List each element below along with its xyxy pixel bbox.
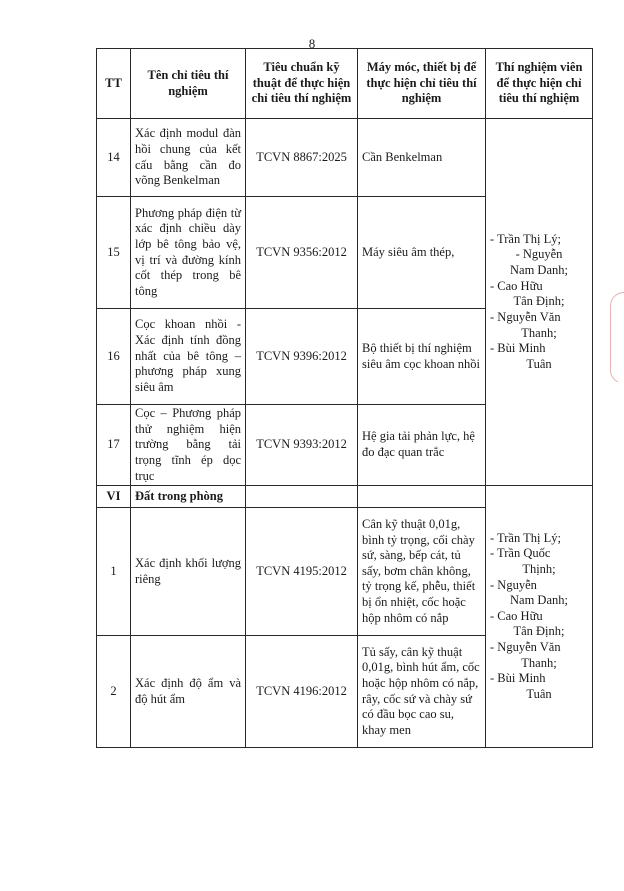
row-test-name: Xác định khối lượng riêng (131, 508, 246, 636)
row-test-name: Phương pháp điện từ xác định chiều dày lớp bê tông bảo vệ, vị trí và đường kính cốt thép trong bê tông (131, 197, 246, 309)
row-equipment: Hệ gia tải phản lực, hệ đo đạc quan trắc (358, 405, 486, 486)
row-test-name: Cọc khoan nhồi - Xác định tính đồng nhất của bê tông –phương pháp xung siêu âm (131, 309, 246, 405)
header-equipment: Máy móc, thiết bị để thực hiện chỉ tiêu thí nghiệm (358, 49, 486, 119)
staff-line: - Cao Hữu (490, 278, 543, 293)
row-equipment: Cần Benkelman (358, 119, 486, 197)
staff-line: - Nguyễn Văn (490, 309, 561, 324)
staff-line: - Nguyễn (515, 247, 563, 262)
group-name: Đất trong phòng (131, 486, 246, 508)
staff-line: - Trần Thị Lý; (490, 530, 561, 545)
row-tt: 14 (97, 119, 131, 197)
staff-line: Thanh; (521, 325, 557, 340)
row-equipment: Tủ sấy, cân kỹ thuật 0,01g, bình hút ẩm, cốc hoặc hộp nhôm có nắp, rây, cốc sứ và chày sứ có đầu bọc cao su, khay men (358, 636, 486, 748)
page-number: 8 (308, 36, 316, 51)
row-standard: TCVN 8867:2025 (246, 119, 358, 197)
staff-line: - Bùi Minh (490, 341, 546, 356)
row-equipment: Máy siêu âm thép, (358, 197, 486, 309)
staff-line: Tuân (526, 686, 552, 701)
row-equipment: Bộ thiết bị thí nghiệm siêu âm cọc khoan nhồi (358, 309, 486, 405)
staff-line: Tuân (526, 356, 552, 371)
row-standard: TCVN 4196:2012 (246, 636, 358, 748)
row-standard: TCVN 9393:2012 (246, 405, 358, 486)
staff-cell (486, 119, 593, 486)
row-standard: TCVN 9356:2012 (246, 197, 358, 309)
row-equipment: Cân kỹ thuật 0,01g, bình tỷ trọng, cối chày sứ, sàng, bếp cát, tủ sấy, bơm chân không, tỷ trọng kế, phễu, thiết bị ổn nhiệt, cốc hoặc hộp nhôm có nắp (358, 508, 486, 636)
staff-cell (486, 486, 593, 748)
staff-line: Tân Định; (513, 294, 565, 309)
staff-line: - Bùi Minh (490, 671, 546, 686)
staff-line: Thanh; (521, 655, 557, 670)
group-equipment-empty (358, 486, 486, 508)
group-standard-empty (246, 486, 358, 508)
staff-line: - Trần Quốc (490, 546, 551, 561)
red-seal-edge (610, 292, 624, 382)
row-standard: TCVN 9396:2012 (246, 309, 358, 405)
header-test-name: Tên chỉ tiêu thí nghiệm (131, 49, 246, 119)
row-tt: 2 (97, 636, 131, 748)
row-tt: 15 (97, 197, 131, 309)
row-test-name: Xác định độ ẩm và độ hút ẩm (131, 636, 246, 748)
row-test-name: Cọc – Phương pháp thử nghiệm hiện trường bằng tải trọng tĩnh ép dọc trục (131, 405, 246, 486)
staff-line: Nam Danh; (510, 593, 568, 608)
row-test-name: Xác định modul đàn hồi chung của kết cấu bằng cần đo võng Benkelman (131, 119, 246, 197)
row-tt: 17 (97, 405, 131, 486)
group-row (97, 486, 593, 508)
staff-line: Nam Danh; (510, 263, 568, 277)
header-tt: TT (97, 49, 131, 119)
row-tt: 1 (97, 508, 131, 636)
table-row (97, 119, 593, 197)
staff-line: - Cao Hữu (490, 608, 543, 623)
header-staff: Thí nghiệm viên để thực hiện chỉ tiêu thí nghiệm (486, 49, 593, 119)
staff-line: Thịnh; (522, 561, 556, 576)
header-standard: Tiêu chuẩn kỹ thuật để thực hiện chỉ tiêu thí nghiệm (246, 49, 358, 119)
row-standard: TCVN 4195:2012 (246, 508, 358, 636)
group-tt: VI (97, 486, 131, 508)
test-capability-table (96, 48, 593, 748)
row-tt: 16 (97, 309, 131, 405)
staff-line: - Trần Thị Lý; (490, 231, 561, 246)
staff-line: - Nguyễn (490, 577, 537, 592)
staff-line: - Nguyễn Văn (490, 640, 561, 655)
table-header-row (97, 49, 593, 119)
staff-line: Tân Định; (513, 624, 565, 639)
